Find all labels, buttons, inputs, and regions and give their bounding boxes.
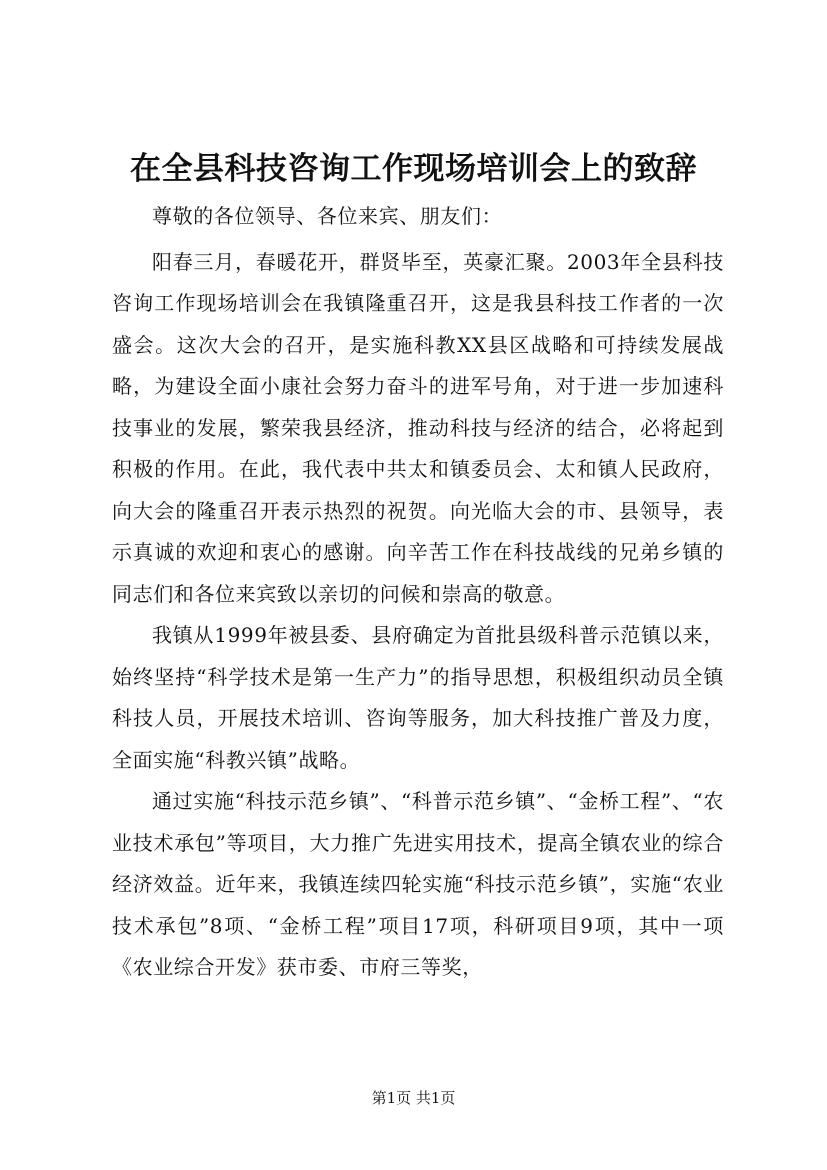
page-footer: 第1页 共1页	[371, 1089, 456, 1107]
greeting-line: 尊敬的各位领导、各位来宾、朋友们：	[152, 204, 503, 228]
paragraph-1: 阳春三月，春暖花开，群贤毕至，英豪汇聚。2003年全县科技咨询工作现场培训会在我镇隆重召开，这是我县科技工作者的一次盛会。这次大会的召开，是实施科教XX县区战略和可持续发展战略，为建设全面小康社会努力奋斗的进军号角，对于进一步加速科技事业的发展，繁荣我县经济，推动科技与经济的结合，必将起到积极的作用。在此，我代表中共太和镇委员会、太和镇人民政府，向大会的隆重召开表示热烈的祝贺。向光临大会的市、县领导，表示真诚的欢迎和衷心的感谢。向辛苦工作在科技战线的兄弟乡镇的同志们和各位来宾致以亲切的问候和崇高的敬意。	[112, 249, 724, 606]
document-title: 在全县科技咨询工作现场培训会上的致辞	[130, 151, 697, 187]
paragraph-3: 通过实施“科技示范乡镇”、“科普示范乡镇”、“金桥工程”、“农业技术承包”等项目，大力推广先进实用技术，提高全镇农业的综合经济效益。近年来，我镇连续四轮实施“科技示范乡镇”，实施“农业技术承包”8项、“金桥工程”项目17项，科研项目9项，其中一项《农业综合开发》获市委、市府三等奖，	[112, 789, 724, 979]
document-body	[112, 196, 724, 989]
paragraph-2: 我镇从1999年被县委、县府确定为首批县级科普示范镇以来，始终坚持“科学技术是第一生产力”的指导思想，积极组织动员全镇科技人员，开展技术培训、咨询等服务，加大科技推广普及力度，全面实施“科教兴镇”战略。	[112, 623, 724, 772]
